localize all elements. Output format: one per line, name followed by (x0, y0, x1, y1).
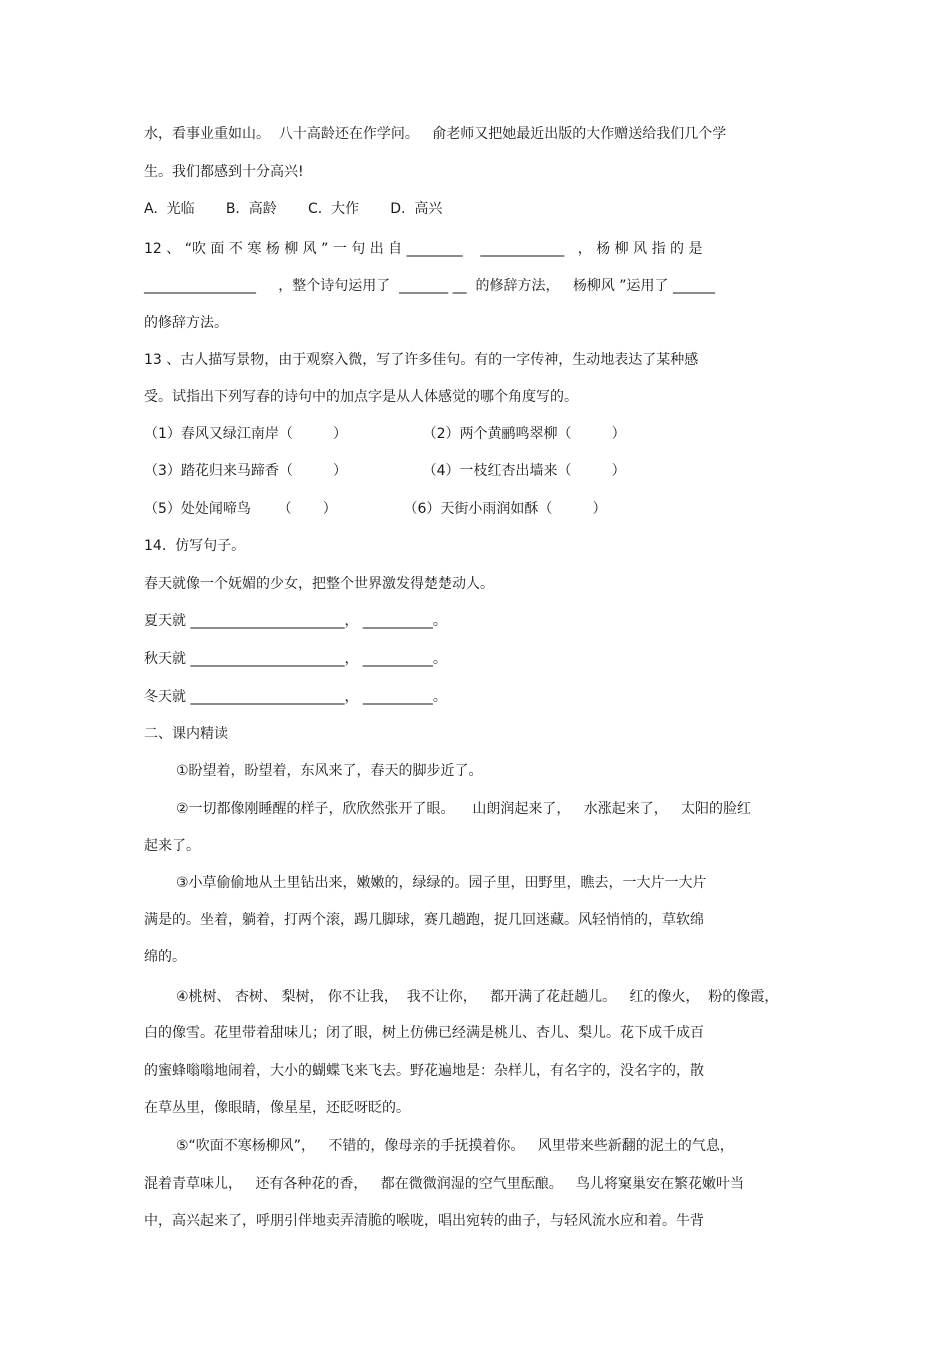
paragraph-2a: ②一切都像刚睡醒的样子，欣欣然张开了眼。 山朗润起来了， 水涨起来了， 太阳的脸红 (176, 801, 752, 817)
paragraph-2b: 起来了。 (144, 838, 200, 854)
paragraph-4d: 在草丛里，像眼睛，像星星，还眨呀眨的。 (144, 1100, 410, 1116)
q11-line1: 水，看事业重如山。 八十高龄还在作学问。 俞老师又把她最近出版的大作赠送给我们几个学 (144, 126, 727, 142)
q11-line2: 生。我们都感到十分高兴! (144, 164, 304, 180)
paragraph-3a: ③小草偷偷地从土里钻出来，嫩嫩的，绿绿的。园子里，田野里，瞧去，一大片一大片 (176, 875, 707, 891)
paragraph-5a: ⑤“吹面不寒杨柳风”， 不错的，像母亲的手抚摸着你。 风里带来些新翻的泥土的气息， (176, 1138, 734, 1154)
q14-summer: 夏天就 ______________________， __________。 (144, 613, 447, 629)
q13-row3: （5）处处闻啼鸟 （ ） （6）天街小雨润如酥（ ） (144, 501, 607, 517)
paragraph-3b: 满是的。坐着，躺着，打两个滚，踢几脚球，赛几趟跑，捉几回迷藏。风轻悄悄的，草软绵 (144, 912, 704, 928)
q14-winter: 冬天就 ______________________， __________。 (144, 689, 447, 705)
q14-autumn: 秋天就 ______________________， __________。 (144, 651, 447, 667)
paragraph-4b: 白的像雪。花里带着甜味儿；闭了眼，树上仿佛已经满是桃儿、杏儿、梨儿。花下成千成百 (144, 1025, 704, 1041)
paragraph-5b: 混着青草味儿， 还有各种花的香， 都在微微润湿的空气里酝酿。 鸟儿将窠巢安在繁花嫩叶当 (144, 1176, 745, 1192)
paragraph-3c: 绵的。 (144, 949, 186, 965)
q13-row1: （1）春风又绿江南岸（ ） （2）两个黄鹂鸣翠柳（ ） (144, 426, 626, 442)
q12-line2: ________________ ，整个诗句运用了 _______ __ 的修辞方法， 杨柳风 ”运用了 ______ (144, 278, 716, 294)
q13-line1: 13 、古人描写景物，由于观察入微，写了许多佳句。有的一字传神，生动地表达了某种感 (144, 352, 699, 368)
paragraph-4a: ④桃树、 杏树、 梨树， 你不让我， 我不让你， 都开满了花赶趟儿。 红的像火， 粉的像霞， (176, 989, 779, 1005)
section-heading: 二、课内精读 (144, 726, 228, 742)
paragraph-4c: 的蜜蜂嗡嗡地闹着，大小的蝴蝶飞来飞去。野花遍地是：杂样儿，有名字的，没名字的，散 (144, 1063, 704, 1079)
q14-title: 14. 仿写句子。 (144, 538, 246, 554)
q13-row2: （3）踏花归来马蹄香（ ） （4）一枝红杏出墙来（ ） (144, 463, 626, 479)
q14-example: 春天就像一个妩媚的少女，把整个世界激发得楚楚动人。 (144, 576, 494, 592)
q11-options: A. 光临 B. 高龄 C. 大作 D. 高兴 (144, 201, 443, 217)
paragraph-5c: 中，高兴起来了，呼朋引伴地卖弄清脆的喉咙，唱出宛转的曲子，与轻风流水应和着。牛背 (144, 1213, 704, 1229)
q13-line2: 受。试指出下列写春的诗句中的加点字是从人体感觉的哪个角度写的。 (144, 389, 578, 405)
paragraph-1: ①盼望着，盼望着，东风来了，春天的脚步近了。 (176, 763, 483, 779)
q12-line1: 12 、 “吹 面 不 寒 杨 柳 风 ” 一 句 出 自 ________ ____________ ， 杨 柳 风 指 的 是 (144, 241, 703, 257)
q12-line3: 的修辞方法。 (144, 315, 228, 331)
